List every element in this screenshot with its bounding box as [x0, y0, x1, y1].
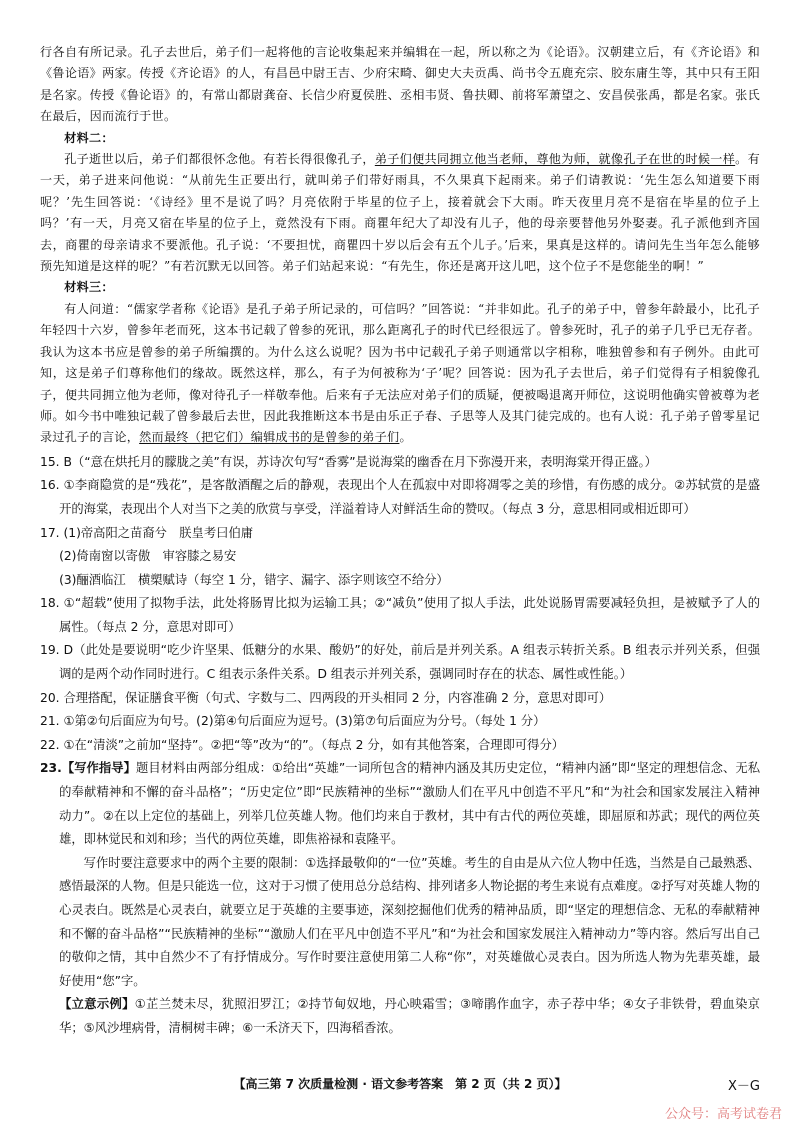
- material2-paragraph: [40, 149, 760, 277]
- material2-heading: 材料二：: [64, 130, 114, 145]
- answer-q23-examples: [40, 993, 760, 1040]
- answer-q22: 22. ①在“清淡”之前加“坚持”。②把“等”改为“的”。（每点 2 分，如有其他答案，合理即可得分）: [40, 737, 565, 752]
- answer-q23-text: 题目材料由两部分组成：①给出“英雄”一词所包含的精神内涵及其历史定位，“精神内涵”即“坚定的理想信念、无私的奉献精神和不懈的奋斗品格”；“历史定位”即“民族精神的坐标”“激励人们在平凡中创造不平凡”和“为社会和国家发展注入精神动力”。②在以上定位的基础上，列举几位英雄人物。他们均来自于教材，其中有古代的两位英雄，即屈原和苏武；现代的两位英雄，即林觉民和刘和珍；当代的两位英雄，即焦裕禄和袁隆平。: [59, 761, 760, 847]
- answer-q17-3: (3)酾酒临江 横槊赋诗（每空 1 分，错字、漏字、添字则该空不给分）: [59, 572, 449, 587]
- footer-code: X－G: [728, 1079, 760, 1094]
- material2-pre: 孔子逝世以后，弟子们都很怀念他。有若长得很像孔子，: [64, 152, 375, 167]
- answer-q17-1: 17. (1)帝高阳之苗裔兮 朕皇考曰伯庸: [40, 525, 254, 540]
- material3-end: 。: [399, 430, 412, 445]
- answer-q15: 15. B（“意在烘托月的朦胧之美”有误，苏诗次句写“香雾”是说海棠的幽香在月下弥漫开来，表明海棠开得正盛。）: [40, 454, 657, 469]
- answer-q21: 21. ①第②句后面应为句号。(2)第④句后面应为逗号。(3)第⑦句后面应为分号。（每处 1 分）: [40, 714, 546, 729]
- answer-q20: 20. 合理搭配，保证膳食平衡（句式、字数与二、四两段的开头相同 2 分，内容准确 2 分，意思对即可）: [40, 690, 612, 705]
- answer-q23-example-label: 【立意示例】: [59, 997, 135, 1012]
- answer-key: [40, 451, 760, 1041]
- answer-q23-paragraph2: 写作时要注意要求中的两个主要的限制：①选择最敬仰的“一位”英雄。考生的自由是从六位人物中任选，当然是自己最熟悉、感悟最深的人物。但是只能选一位，这对于习惯了使用总分总结构、排列诸多人物论据的考生来说有点难度。②抒写对英雄人物的心灵表白。既然是心灵表白，就要立足于英雄的主要事迹，深刻挖掘他们优秀的精神品质，即“坚定的理想信念、无私的奉献精神和不懈的奋斗品格”“民族精神的坐标”“激励人们在平凡中创造不平凡”和“为社会和国家发展注入精神动力”等内容。然后写出自己的敬仰之情，其中自然少不了有抒情成分。写作时要注意使用第二人称“你”，对英雄做心灵表白。因为所选人物为先辈英雄，最好使用“您”字。: [59, 855, 760, 988]
- material2-post: 。有一天，弟子进来问他说：“从前先生正要出行，就叫弟子们带好雨具，不久果真下起雨来。弟子们请教说：‘先生怎么知道要下雨呢？’先生回答说：‘《诗经》里不是说了吗？月亮依附于毕星的位子上，接着就会下大雨。昨天夜里月亮不是宿在毕星的位子上吗？’有一天，月亮又宿在毕星的位子上，竟然没有下雨。商瞿年纪大了却没有儿子，他的母亲要替他另外娶妻。孔子派他到齐国去，商瞿的母亲请求不要派他。孔子说：‘不要担忧，商瞿四十岁以后会有五个儿子。’后来，果真是这样的。请问先生当年怎么能够预先知道是这样的呢？”有若沉默无以回答。弟子们站起来说：“有先生，你还是离开这儿吧，这个位子不是您能坐的啊！”: [40, 152, 760, 274]
- answer-q17-2: (2)倚南窗以寄傲 审容膝之易安: [59, 549, 237, 564]
- answer-q19: 19. D（此处是要说明“吃少许坚果、低糖分的水果、酸奶”的好处，前后是并列关系。A 组表示转折关系。B 组表示并列关系，但强调的是两个动作同时进行。C 组表示条件关系。D 组表示并列关系，强调同时存在的状态、属性或性能。）: [40, 643, 760, 682]
- material1-paragraph: 行各自有所记录。孔子去世后，弟子们一起将他的言论收集起来并编辑在一起，所以称之为《论语》。汉朝建立后，有《齐论语》和《鲁论语》两家。传授《齐论语》的人，有昌邑中尉王吉、少府宋畸、御史大夫贡禹、尚书令五鹿充宗、胶东庸生等，其中只有王阳是名家。传授《鲁论语》的，有常山都尉龚奋、长信少府夏侯胜、丞相韦贤、鲁扶卿、前将军萧望之、安昌侯张禹，都是名家。张氏在最后，因而流行于世。: [40, 45, 760, 124]
- material2-underlined: 弟子们便共同拥立他当老师，尊他为师，就像孔子在世的时候一样: [374, 152, 736, 167]
- answer-q23-label: 23.【写作指导】: [40, 761, 136, 776]
- material3-paragraph: [40, 299, 760, 449]
- material3-underlined: 然而最终（把它们）编辑成书的是曾参的弟子们: [139, 430, 400, 445]
- page-footer: [0, 1075, 800, 1095]
- translation-materials: [40, 42, 760, 449]
- material3-heading: 材料三：: [64, 280, 114, 295]
- answer-q18: 18. ①“超载”使用了拟物手法，此处将肠胃比拟为运输工具；②“减负”使用了拟人手法，此处说肠胃需要减轻负担，是被赋予了人的属性。（每点 2 分，意思对即可）: [40, 596, 760, 634]
- answer-q23-example-text: ①芷兰焚未尽，犹照汨罗江；②持节甸奴地，丹心映霜雪；③啼鹃作血字，赤子荐中华；④女子非铁骨，碧血染京华；⑤风沙埋病骨，清桐树丰碑；⑥一禾济天下，四海稻香浓。: [59, 997, 760, 1035]
- watermark: 公众号：高考试卷君: [664, 1107, 782, 1122]
- answer-q23: [40, 757, 760, 851]
- footer-title: 【高三第 7 次质量检测 · 语文参考答案 第 2 页（共 2 页）】: [233, 1077, 567, 1091]
- answer-q16: 16. ①李商隐赏的是“残花”，是客散酒醒之后的静观，表现出个人在孤寂中对即将凋零之美的珍惜，有伤感的成分。②苏轼赏的是盛开的海棠，表现出个人对当下之美的欣赏与享受，洋溢着诗人对鲜活生命的赞叹。（每点 3 分，意思相同或相近即可）: [40, 478, 760, 516]
- material3-main: 有人问道：“儒家学者称《论语》是孔子弟子所记录的，可信吗？”回答说：“并非如此。孔子的弟子中，曾参年龄最小，比孔子年轻四十六岁，曾参年老而死，这本书记载了曾参的死讯，那么距离孔子的时代已经很远了。曾参死时，孔子的弟子几乎已无存者。我认为这本书应是曾参的弟子所编撰的。为什么这么说呢？因为书中记载孔子弟子则通常以字相称，唯独曾参和有子例外。由此可知，这是弟子们尊称他们的缘故。既然这样，那么，有子为何被称为‘子’呢？回答说：因为孔子去世后，弟子们觉得有子相貌像孔子，便共同拥立他为老师，像对待孔子一样敬奉他。后来有子无法应对弟子们的质疑，便被喝退离开师位，这说明他确实曾被尊为老师。如今书中唯独记载了曾参最后去世，因此我推断这本书是由乐正子春、子思等人及其门徒完成的。也有人说：孔子弟子曾零星记录过孔子的言论，: [40, 301, 760, 445]
